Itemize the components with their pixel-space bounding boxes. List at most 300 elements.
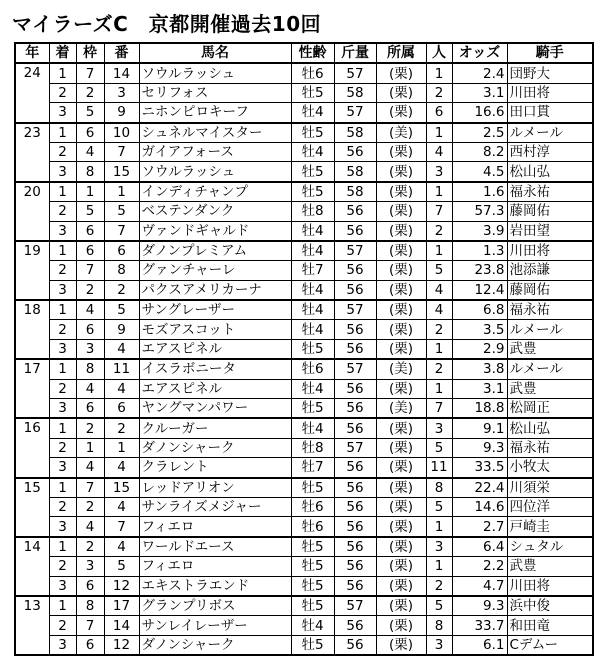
number-cell: 6 [104,241,139,261]
popularity-cell: 2 [426,576,452,596]
frame-cell: 6 [76,399,104,419]
odds-cell: 2.9 [452,339,507,359]
weight-cell: 56 [334,478,376,498]
popularity-cell: 7 [426,202,452,221]
number-cell: 7 [104,142,139,161]
jockey-cell: 川田将 [507,241,593,261]
frame-cell: 7 [76,261,104,280]
header-col-number: 番 [104,43,139,63]
horse-name-cell: ワールドエース [139,537,291,557]
place-cell: 2 [49,320,76,339]
frame-cell: 8 [76,596,104,616]
popularity-cell: 1 [426,241,452,261]
table-row [15,162,593,182]
odds-cell: 16.6 [452,103,507,123]
jockey-cell: 藤岡佑 [507,202,593,221]
number-cell: 7 [104,517,139,537]
weight-cell: 56 [334,635,376,655]
page-title: マイラーズC 京都開催過去10回 [12,12,322,36]
odds-cell: 6.1 [452,635,507,655]
jockey-cell: 小牧太 [507,458,593,478]
stable-cell: (栗) [376,202,426,221]
stable-cell: (栗) [376,418,426,438]
weight-cell: 58 [334,123,376,143]
weight-cell: 58 [334,162,376,182]
place-cell: 2 [49,497,76,516]
place-cell: 1 [49,63,76,83]
weight-cell: 56 [334,497,376,516]
jockey-cell: 団野大 [507,63,593,83]
horse-name-cell: サンライズメジャー [139,497,291,516]
place-cell: 1 [49,418,76,438]
table-row [15,438,593,457]
sex-age-cell: 牡5 [291,557,334,576]
table-row [15,123,593,143]
place-cell: 3 [49,517,76,537]
jockey-cell: ルメール [507,320,593,339]
horse-name-cell: クラレント [139,458,291,478]
popularity-cell: 4 [426,142,452,161]
odds-cell: 1.6 [452,182,507,202]
table-row [15,63,593,83]
frame-cell: 8 [76,162,104,182]
frame-cell: 4 [76,458,104,478]
jockey-cell: Cデムー [507,635,593,655]
weight-cell: 57 [334,63,376,83]
stable-cell: (栗) [376,557,426,576]
popularity-cell: 1 [426,182,452,202]
horse-name-cell: グランプリボス [139,596,291,616]
frame-cell: 2 [76,497,104,516]
weight-cell: 56 [334,339,376,359]
stable-cell: (栗) [376,221,426,241]
stable-cell: (栗) [376,379,426,398]
place-cell: 1 [49,182,76,202]
header-col-place: 着 [49,43,76,63]
stable-cell: (栗) [376,576,426,596]
sex-age-cell: 牡4 [291,320,334,339]
stable-cell: (栗) [376,261,426,280]
year-cell: 13 [15,596,49,655]
odds-cell: 3.9 [452,221,507,241]
sex-age-cell: 牡5 [291,162,334,182]
frame-cell: 8 [76,359,104,379]
horse-name-cell: ソウルラッシュ [139,63,291,83]
frame-cell: 2 [76,537,104,557]
table-row [15,142,593,161]
place-cell: 1 [49,537,76,557]
frame-cell: 4 [76,300,104,320]
horse-name-cell: サングレーザー [139,300,291,320]
sex-age-cell: 牡6 [291,359,334,379]
odds-cell: 33.5 [452,458,507,478]
year-cell: 17 [15,359,49,418]
horse-name-cell: ダノンシャーク [139,635,291,655]
odds-cell: 2.2 [452,557,507,576]
place-cell: 3 [49,103,76,123]
stable-cell: (美) [376,359,426,379]
place-cell: 3 [49,280,76,300]
table-row [15,103,593,123]
table-row [15,359,593,379]
place-cell: 2 [49,83,76,102]
odds-cell: 8.2 [452,142,507,161]
stable-cell: (栗) [376,458,426,478]
frame-cell: 7 [76,478,104,498]
popularity-cell: 2 [426,221,452,241]
number-cell: 6 [104,399,139,419]
frame-cell: 6 [76,123,104,143]
weight-cell: 56 [334,142,376,161]
popularity-cell: 3 [426,418,452,438]
place-cell: 3 [49,339,76,359]
year-cell: 20 [15,182,49,241]
weight-cell: 57 [334,241,376,261]
number-cell: 4 [104,379,139,398]
table-row [15,83,593,102]
odds-cell: 4.5 [452,162,507,182]
jockey-cell: ルメール [507,359,593,379]
weight-cell: 56 [334,202,376,221]
frame-cell: 7 [76,616,104,635]
table-row [15,517,593,537]
frame-cell: 5 [76,202,104,221]
horse-name-cell: グァンチャーレ [139,261,291,280]
table-row [15,478,593,498]
number-cell: 14 [104,63,139,83]
stable-cell: (栗) [376,517,426,537]
stable-cell: (栗) [376,63,426,83]
sex-age-cell: 牡4 [291,221,334,241]
place-cell: 3 [49,635,76,655]
place-cell: 2 [49,616,76,635]
odds-cell: 3.1 [452,379,507,398]
popularity-cell: 1 [426,379,452,398]
horse-name-cell: ガイアフォース [139,142,291,161]
stable-cell: (美) [376,123,426,143]
sex-age-cell: 牡7 [291,458,334,478]
table-row [15,616,593,635]
jockey-cell: 武豊 [507,379,593,398]
table-row [15,576,593,596]
number-cell: 1 [104,182,139,202]
number-cell: 5 [104,557,139,576]
number-cell: 4 [104,497,139,516]
sex-age-cell: 牡5 [291,576,334,596]
weight-cell: 56 [334,280,376,300]
stable-cell: (栗) [376,142,426,161]
header-col-weight: 斤量 [334,43,376,63]
place-cell: 1 [49,359,76,379]
frame-cell: 1 [76,438,104,457]
frame-cell: 1 [76,182,104,202]
sex-age-cell: 牡5 [291,596,334,616]
odds-cell: 4.7 [452,576,507,596]
popularity-cell: 3 [426,162,452,182]
weight-cell: 57 [334,596,376,616]
popularity-cell: 7 [426,399,452,419]
place-cell: 3 [49,221,76,241]
number-cell: 9 [104,320,139,339]
stable-cell: (栗) [376,103,426,123]
odds-cell: 9.3 [452,596,507,616]
jockey-cell: 福永祐 [507,438,593,457]
odds-cell: 2.5 [452,123,507,143]
jockey-cell: 武豊 [507,557,593,576]
table-row [15,221,593,241]
number-cell: 7 [104,221,139,241]
number-cell: 11 [104,359,139,379]
jockey-cell: 川田将 [507,83,593,102]
frame-cell: 6 [76,241,104,261]
sex-age-cell: 牡7 [291,261,334,280]
stable-cell: (栗) [376,596,426,616]
table-row [15,379,593,398]
horse-name-cell: クルーガー [139,418,291,438]
horse-name-cell: モズアスコット [139,320,291,339]
popularity-cell: 5 [426,261,452,280]
sex-age-cell: 牡5 [291,83,334,102]
popularity-cell: 2 [426,320,452,339]
year-cell: 16 [15,418,49,477]
frame-cell: 6 [76,635,104,655]
odds-cell: 3.8 [452,359,507,379]
popularity-cell: 1 [426,63,452,83]
number-cell: 4 [104,339,139,359]
popularity-cell: 11 [426,458,452,478]
odds-cell: 9.3 [452,438,507,457]
weight-cell: 56 [334,379,376,398]
jockey-cell: 川田将 [507,576,593,596]
table-row [15,418,593,438]
number-cell: 17 [104,596,139,616]
jockey-cell: シュタル [507,537,593,557]
popularity-cell: 1 [426,557,452,576]
year-cell: 18 [15,300,49,359]
sex-age-cell: 牡8 [291,438,334,457]
stable-cell: (栗) [376,339,426,359]
place-cell: 2 [49,438,76,457]
sex-age-cell: 牡4 [291,142,334,161]
stable-cell: (栗) [376,83,426,102]
horse-name-cell: ニホンピロキーフ [139,103,291,123]
frame-cell: 3 [76,339,104,359]
jockey-cell: 西村淳 [507,142,593,161]
number-cell: 1 [104,438,139,457]
sex-age-cell: 牡5 [291,123,334,143]
popularity-cell: 5 [426,497,452,516]
jockey-cell: 松山弘 [507,418,593,438]
stable-cell: (栗) [376,162,426,182]
horse-name-cell: エアスピネル [139,379,291,398]
jockey-cell: 浜中俊 [507,596,593,616]
horse-name-cell: エキストラエンド [139,576,291,596]
stable-cell: (栗) [376,300,426,320]
year-cell: 15 [15,478,49,537]
place-cell: 1 [49,300,76,320]
frame-cell: 2 [76,280,104,300]
header-col-stable: 所属 [376,43,426,63]
jockey-cell: 田口貫 [507,103,593,123]
sex-age-cell: 牡4 [291,379,334,398]
sex-age-cell: 牡4 [291,280,334,300]
frame-cell: 2 [76,83,104,102]
number-cell: 10 [104,123,139,143]
stable-cell: (栗) [376,241,426,261]
header-col-horse: 馬名 [139,43,291,63]
odds-cell: 6.4 [452,537,507,557]
frame-cell: 7 [76,63,104,83]
odds-cell: 14.6 [452,497,507,516]
horse-name-cell: ダノンシャーク [139,438,291,457]
sex-age-cell: 牡6 [291,63,334,83]
number-cell: 5 [104,202,139,221]
odds-cell: 23.8 [452,261,507,280]
sex-age-cell: 牡5 [291,478,334,498]
weight-cell: 56 [334,221,376,241]
stable-cell: (栗) [376,320,426,339]
place-cell: 1 [49,596,76,616]
stable-cell: (栗) [376,635,426,655]
table-row [15,241,593,261]
table-row [15,557,593,576]
sex-age-cell: 牡4 [291,300,334,320]
number-cell: 12 [104,635,139,655]
weight-cell: 56 [334,616,376,635]
sex-age-cell: 牡5 [291,182,334,202]
frame-cell: 4 [76,517,104,537]
horse-name-cell: ソウルラッシュ [139,162,291,182]
odds-cell: 9.1 [452,418,507,438]
jockey-cell: 福永祐 [507,300,593,320]
odds-cell: 1.3 [452,241,507,261]
jockey-cell: 松岡正 [507,399,593,419]
weight-cell: 57 [334,300,376,320]
popularity-cell: 2 [426,359,452,379]
jockey-cell: 松山弘 [507,162,593,182]
place-cell: 3 [49,399,76,419]
number-cell: 9 [104,103,139,123]
year-cell: 14 [15,537,49,596]
frame-cell: 4 [76,379,104,398]
jockey-cell: ルメール [507,123,593,143]
jockey-cell: 武豊 [507,339,593,359]
weight-cell: 57 [334,359,376,379]
sex-age-cell: 牡5 [291,399,334,419]
place-cell: 2 [49,379,76,398]
popularity-cell: 6 [426,103,452,123]
popularity-cell: 1 [426,123,452,143]
number-cell: 12 [104,576,139,596]
jockey-cell: 和田竜 [507,616,593,635]
table-row [15,202,593,221]
results-table [14,42,594,656]
table-row [15,399,593,419]
horse-name-cell: ベステンダンク [139,202,291,221]
table-row [15,280,593,300]
place-cell: 3 [49,162,76,182]
weight-cell: 58 [334,182,376,202]
jockey-cell: 福永祐 [507,182,593,202]
stable-cell: (栗) [376,478,426,498]
weight-cell: 56 [334,261,376,280]
weight-cell: 56 [334,517,376,537]
weight-cell: 58 [334,83,376,102]
table-row [15,182,593,202]
odds-cell: 33.7 [452,616,507,635]
table-row [15,497,593,516]
sex-age-cell: 牡5 [291,635,334,655]
horse-name-cell: パクスアメリカーナ [139,280,291,300]
place-cell: 1 [49,241,76,261]
table-row [15,339,593,359]
number-cell: 2 [104,418,139,438]
stable-cell: (栗) [376,537,426,557]
odds-cell: 2.7 [452,517,507,537]
header-col-sex-age: 性齢 [291,43,334,63]
horse-name-cell: セリフォス [139,83,291,102]
odds-cell: 3.1 [452,83,507,102]
odds-cell: 57.3 [452,202,507,221]
header-col-jockey: 騎手 [507,43,593,63]
sex-age-cell: 牡4 [291,103,334,123]
number-cell: 4 [104,537,139,557]
year-cell: 19 [15,241,49,300]
header-col-year: 年 [15,43,49,63]
weight-cell: 57 [334,438,376,457]
frame-cell: 6 [76,576,104,596]
stable-cell: (栗) [376,182,426,202]
frame-cell: 6 [76,221,104,241]
frame-cell: 6 [76,320,104,339]
place-cell: 1 [49,478,76,498]
table-row [15,537,593,557]
weight-cell: 56 [334,399,376,419]
horse-name-cell: フィエロ [139,517,291,537]
stable-cell: (栗) [376,438,426,457]
frame-cell: 3 [76,557,104,576]
place-cell: 1 [49,123,76,143]
horse-name-cell: サンレイレーザー [139,616,291,635]
number-cell: 14 [104,616,139,635]
popularity-cell: 4 [426,300,452,320]
sex-age-cell: 牡5 [291,339,334,359]
popularity-cell: 8 [426,478,452,498]
popularity-cell: 4 [426,280,452,300]
weight-cell: 56 [334,458,376,478]
year-cell: 23 [15,123,49,182]
horse-name-cell: ダノンプレミアム [139,241,291,261]
weight-cell: 56 [334,557,376,576]
header-col-frame: 枠 [76,43,104,63]
header-col-odds: オッズ [452,43,507,63]
odds-cell: 6.8 [452,300,507,320]
horse-name-cell: シュネルマイスター [139,123,291,143]
popularity-cell: 1 [426,517,452,537]
header-row [15,43,593,63]
popularity-cell: 3 [426,635,452,655]
number-cell: 2 [104,280,139,300]
place-cell: 2 [49,142,76,161]
popularity-cell: 5 [426,596,452,616]
place-cell: 3 [49,458,76,478]
odds-cell: 3.5 [452,320,507,339]
horse-name-cell: ヤングマンパワー [139,399,291,419]
jockey-cell: 四位洋 [507,497,593,516]
odds-cell: 12.4 [452,280,507,300]
frame-cell: 2 [76,418,104,438]
weight-cell: 57 [334,103,376,123]
